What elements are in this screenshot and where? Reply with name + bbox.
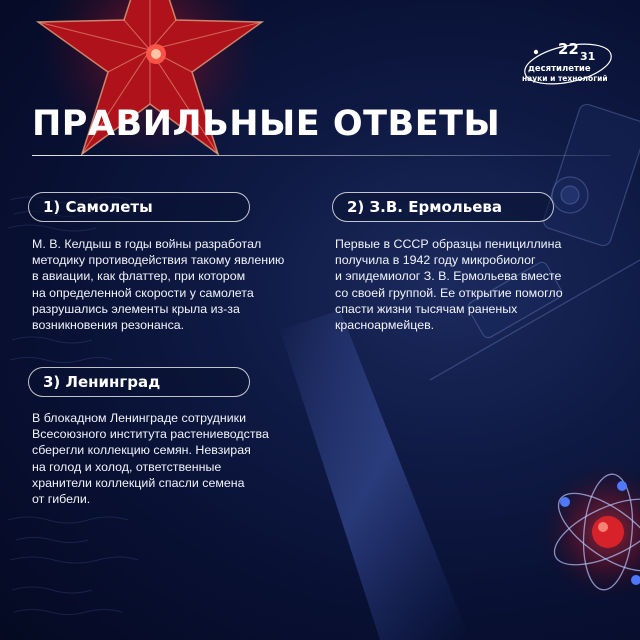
answer-1-text: М. В. Келдыш в годы войны разработал методику противодействия такому явлению в авиации, как флаттер, при котором на определенной скорости у самолета разрушались элементы крыла из-за возникновения резонанса. xyxy=(32,237,285,333)
answer-3-label: 3) Ленинград xyxy=(43,373,161,391)
answer-2-label: 2) З.В. Ермольева xyxy=(347,198,503,216)
logo-line1: десятилетие xyxy=(528,64,591,74)
logo-year-start: 22 xyxy=(558,40,579,58)
answer-3-badge xyxy=(28,367,250,397)
page-title: ПРАВИЛЬНЫЕ ОТВЕТЫ xyxy=(32,104,501,144)
answer-2-text: Первые в СССР образцы пенициллина получила в 1942 году микробиолог и эпидемиолог З. В. Ермольева вместе со своей группой. Ее открытие помогло спасти жизни тысячам раненых красноармейцев. xyxy=(335,237,563,333)
answer-1-label: 1) Самолеты xyxy=(43,198,153,216)
answer-2-badge xyxy=(332,192,554,222)
decade-of-science-logo xyxy=(518,38,618,90)
answer-1-badge xyxy=(28,192,250,222)
answer-3-text: В блокадном Ленинграде сотрудники Всесоюзного института растениеводства сберегли коллекцию семян. Невзирая на голод и холод, ответственные хранители коллекций спасли семена от гибели. xyxy=(32,411,269,507)
logo-year-end: 31 xyxy=(580,50,596,63)
atom-icon xyxy=(538,462,640,602)
logo-line2: науки и технологий xyxy=(522,74,608,83)
title-divider xyxy=(32,155,610,156)
